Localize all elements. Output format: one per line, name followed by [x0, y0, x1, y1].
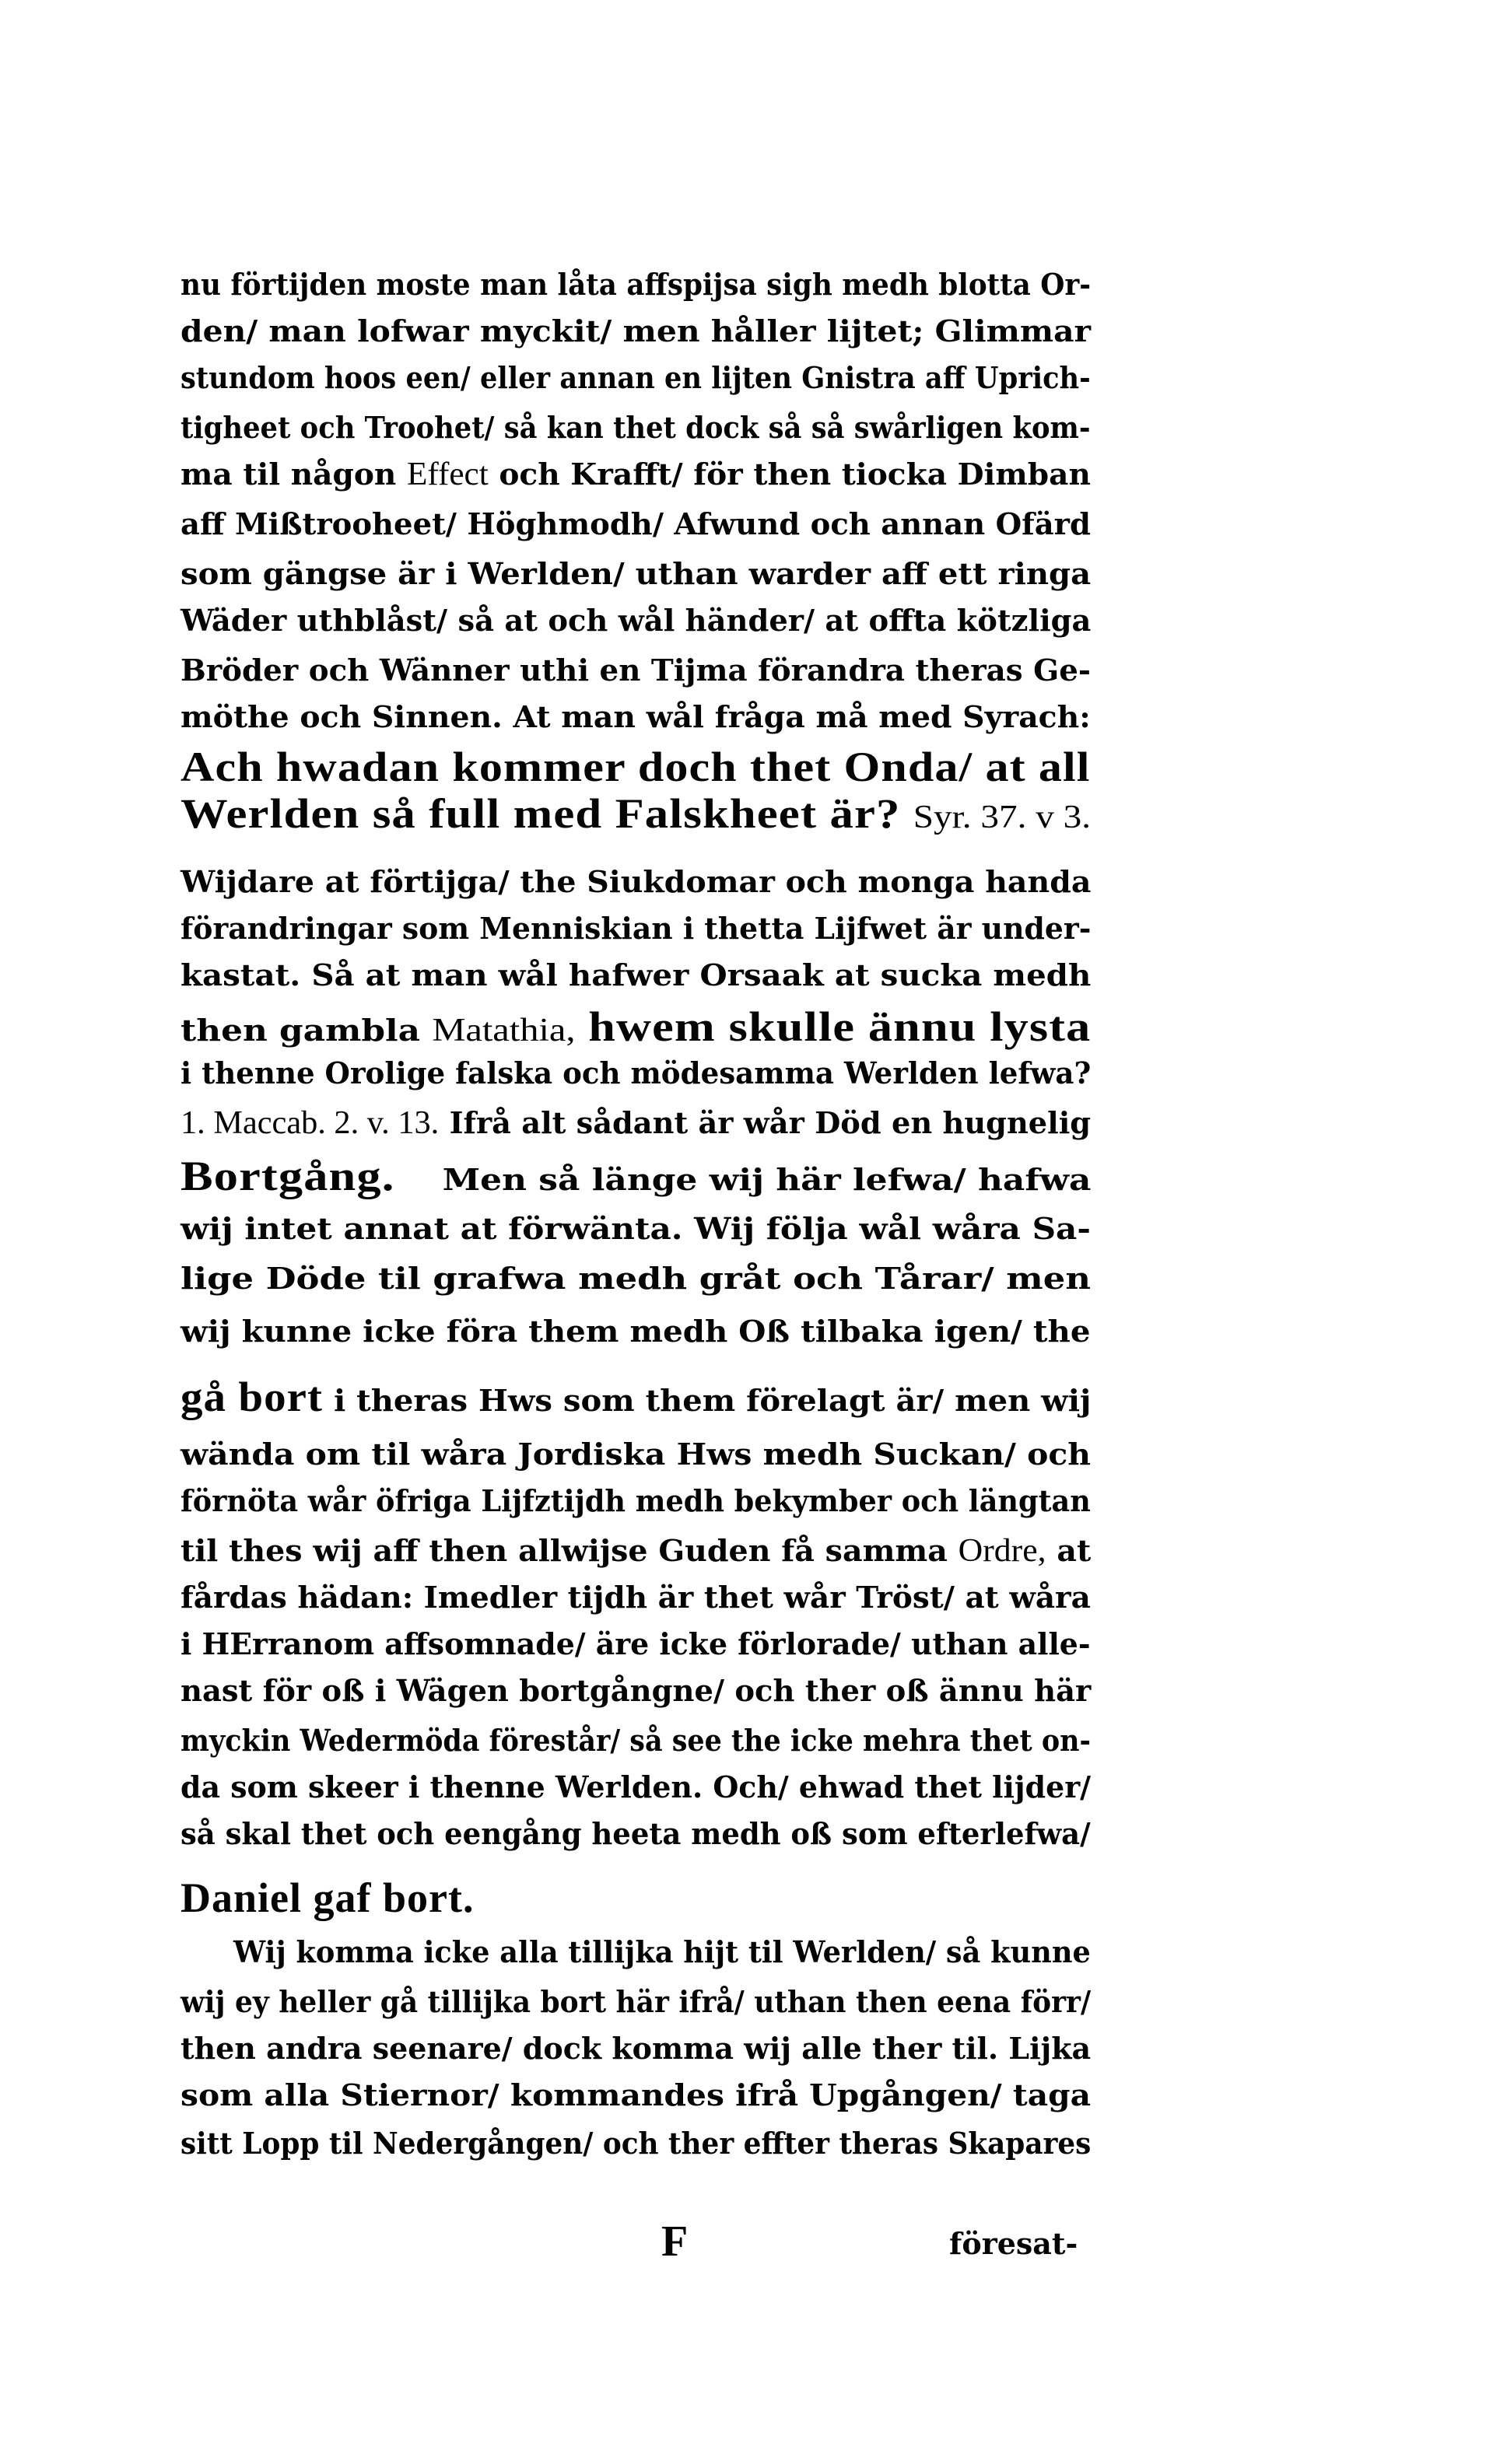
- text-line: [180, 904, 1091, 954]
- text-line: [180, 450, 1091, 499]
- text-line: [180, 1254, 1091, 1304]
- text-segment: Wij komma icke alla tillijka hijt til Werlden/ så kunne: [233, 1934, 1091, 1969]
- text-line: [180, 1098, 1091, 1148]
- text-line: [180, 1307, 1091, 1356]
- text-segment: Ifrå alt sådant är wår Död en hugnelig: [439, 1105, 1092, 1140]
- text-line: [180, 1666, 1091, 1716]
- text-line: [180, 1716, 1091, 1766]
- text-segment: nu förtijden moste man låta affspijsa sigh medh blotta Or-: [180, 267, 1092, 302]
- text-line: [180, 596, 1091, 646]
- text-line: [180, 1573, 1091, 1622]
- emphasized-text: Daniel gaf bort.: [180, 1874, 475, 1921]
- text-line: [180, 1762, 1091, 1812]
- antiqua-text: Ordre,: [958, 1533, 1046, 1569]
- text-segment: Bröder och Wänner uthi en Tijma förandra theras Ge-: [180, 653, 1091, 688]
- text-segment: i HErranom affsomnade/ äre icke förlorade/ uthan alle-: [180, 1626, 1091, 1661]
- text-segment: lige Döde til grafwa medh gråt och Tårar/ men: [180, 1261, 1091, 1296]
- text-segment: förandringar som Menniskian i thetta Lijfwet är under-: [180, 911, 1092, 946]
- signature-mark: F: [661, 2217, 689, 2266]
- text-line: [180, 1002, 1091, 1052]
- text-line: [180, 1977, 1091, 2027]
- emphasized-text: Bortgång.: [180, 1153, 395, 1199]
- text-segment: och Krafft/ för then tiocka Dimban: [488, 457, 1091, 492]
- text-segment: i theras Hws som them förelagt är/ men wij: [323, 1383, 1092, 1418]
- text-line: [180, 1476, 1091, 1526]
- text-segment: så skal thet och eengång heeta medh oß som efterlefwa/: [180, 1816, 1091, 1851]
- text-segment: til thes wij aff then allwijse Guden få samma: [180, 1533, 959, 1568]
- emphasized-text: Werlden så full med Falskheet är?: [180, 790, 913, 837]
- text-segment: Wijdare at förtijga/ the Siukdomar och monga handa: [180, 864, 1092, 899]
- text-segment: fårdas hädan: Imedler tijdh är thet wår Tröst/ at wåra: [180, 1580, 1091, 1615]
- text-segment: then gambla: [180, 1013, 433, 1048]
- text-line: [180, 1151, 1091, 1201]
- text-segment: förnöta wår öfriga Lijfztijdh medh bekymber och längtan: [180, 1483, 1091, 1518]
- text-segment: sitt Lopp til Nedergången/ och ther effter theras Skapares: [180, 2126, 1092, 2161]
- text-line: [180, 260, 1091, 310]
- text-line: [180, 403, 1091, 453]
- text-line: [180, 499, 1091, 549]
- text-line: [233, 1927, 1091, 1977]
- text-line: [180, 1619, 1091, 1669]
- text-line: [180, 2070, 1091, 2120]
- text-segment: Wäder uthblåst/ så at och wål händer/ at offta kötzliga: [180, 603, 1092, 638]
- text-segment: kastat. Så at man wål hafwer Orsaak at sucka medh: [180, 957, 1092, 992]
- text-segment: wij kunne icke föra them medh Oß tilbaka igen/ the: [180, 1314, 1091, 1349]
- text-segment: da som skeer i thenne Werlden. Och/ ehwad thet lijder/: [180, 1769, 1091, 1804]
- text-line: [180, 2119, 1091, 2168]
- text-line: [180, 857, 1091, 907]
- text-line: [180, 1204, 1091, 1254]
- text-line: [180, 646, 1091, 695]
- antiqua-text: 1. Maccab. 2. v. 13.: [180, 1105, 440, 1141]
- text-line: [180, 1526, 1091, 1576]
- text-line: [180, 789, 1091, 838]
- text-segment: som gängse är i Werlden/ uthan warder aff ett ringa: [180, 556, 1092, 591]
- text-line: [180, 692, 1091, 742]
- text-line: [180, 1809, 1091, 1859]
- text-line: [180, 1873, 1091, 1923]
- emphasized-text: Ach hwadan kommer doch thet Onda/ at all: [180, 744, 1091, 790]
- text-segment: wij ey heller gå tillijka bort här ifrå/ uthan then eena förr/: [180, 1984, 1092, 2019]
- text-segment: wij intet annat at förwänta. Wij följa wål wåra Sa-: [180, 1211, 1091, 1246]
- text-segment: möthe och Sinnen. At man wål fråga må med Syrach:: [180, 699, 1091, 734]
- text-line: [180, 306, 1091, 356]
- text-segment: i thenne Orolige falska och mödesamma Werlden lefwa?: [180, 1055, 1092, 1090]
- text-segment: then andra seenare/ dock komma wij alle ther til. Lijka: [180, 2031, 1092, 2066]
- text-line: [180, 1430, 1091, 1479]
- antiqua-text: Matathia,: [432, 1013, 576, 1048]
- text-segment: aff Mißtrooheet/ Höghmodh/ Afwund och annan Ofärd: [180, 506, 1091, 541]
- text-segment: den/ man lofwar myckit/ men håller lijtet; Glimmar: [180, 313, 1092, 348]
- text-segment: wända om til wåra Jordiska Hws medh Suckan/ och: [180, 1437, 1092, 1472]
- text-line: [180, 1372, 1091, 1422]
- antiqua-text: Syr. 37. v 3.: [913, 800, 1092, 835]
- text-line: [180, 549, 1091, 599]
- emphasized-text: gå bort: [180, 1374, 324, 1420]
- text-line: [180, 950, 1091, 1000]
- text-line: [180, 2024, 1091, 2074]
- emphasized-text: hwem skulle ännu lysta: [575, 1003, 1092, 1050]
- catchword: föresat-: [949, 2226, 1078, 2261]
- text-segment: stundom hoos een/ eller annan en lijten Gnistra aff Uprich-: [180, 360, 1091, 395]
- text-segment: som alla Stiernor/ kommandes ifrå Upgången/ taga: [180, 2077, 1091, 2112]
- text-segment: myckin Wedermöda förestår/ så see the icke mehra thet on-: [180, 1723, 1092, 1758]
- text-segment: at: [1046, 1533, 1092, 1568]
- text-segment: tigheet och Troohet/ så kan thet dock så så swårligen kom-: [180, 410, 1091, 445]
- text-segment: Men så länge wij här lefwa/ hafwa: [394, 1162, 1092, 1197]
- text-line: [180, 742, 1091, 792]
- text-segment: nast för oß i Wägen bortgångne/ och ther oß ännu här: [180, 1673, 1092, 1708]
- text-line: [180, 353, 1091, 403]
- antiqua-text: Effect: [406, 457, 489, 492]
- text-line: [180, 1048, 1091, 1098]
- text-segment: ma til någon: [180, 457, 407, 492]
